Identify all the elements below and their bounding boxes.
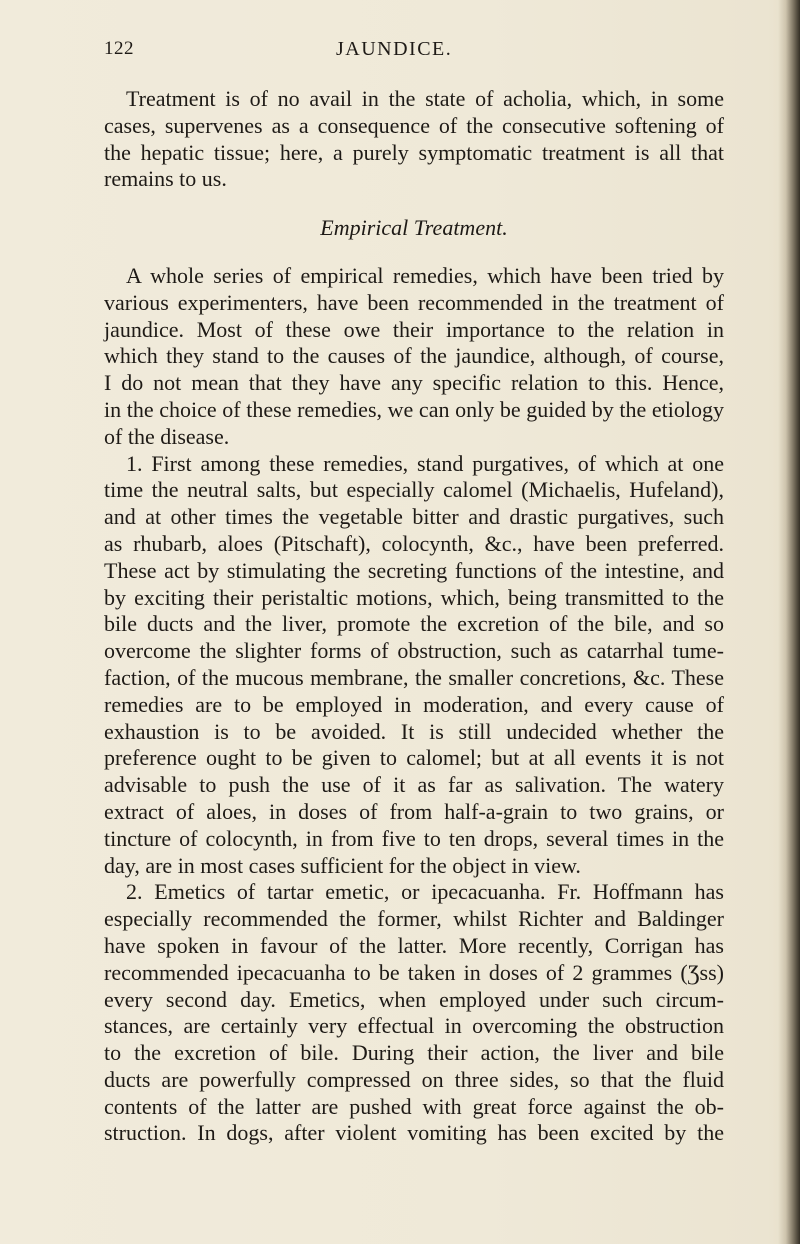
text-line: struction. In dogs, after violent vomiting has been excited by the	[104, 1120, 724, 1146]
running-title: JAUNDICE.	[336, 38, 453, 60]
paragraph-empirical-remedies	[104, 263, 724, 451]
text-line: cases, supervenes as a consequence of the consecutive softening of	[104, 112, 724, 138]
text-line: advisable to push the use of it as far as salivation. The watery	[104, 772, 724, 798]
page-text	[104, 86, 724, 1147]
text-line: the hepatic tissue; here, a purely symptomatic treatment is all that	[104, 139, 724, 165]
text-line: which they stand to the causes of the jaundice, although, of course,	[104, 343, 724, 369]
text-line: preference ought to be given to calomel; but at all events it is not	[104, 745, 724, 771]
paragraph-acholia	[104, 86, 724, 193]
text-line: remedies are to be employed in moderation, and every cause of	[104, 691, 724, 717]
section-heading: Empirical Treatment.	[320, 215, 508, 241]
text-line: 1. First among these remedies, stand purgatives, of which at one	[126, 450, 724, 476]
text-line: A whole series of empirical remedies, which have been tried by	[126, 262, 724, 288]
text-line: contents of the latter are pushed with great force against the ob-	[104, 1093, 724, 1119]
text-line: have spoken in favour of the latter. More recently, Corrigan has	[104, 932, 724, 958]
text-line: These act by stimulating the secreting functions of the intestine, and	[104, 557, 724, 583]
text-line: time the neutral salts, but especially calomel (Michaelis, Hufeland),	[104, 477, 724, 503]
text-line: every second day. Emetics, when employed under such circum-	[104, 986, 724, 1012]
running-head	[104, 36, 744, 66]
text-line: Treatment is of no avail in the state of acholia, which, in some	[126, 86, 724, 111]
text-line: tincture of colocynth, in from five to ten drops, several times in the	[104, 825, 724, 851]
text-line: stances, are certainly very effectual in overcoming the obstruction	[104, 1013, 724, 1039]
text-line: recommended ipecacuanha to be taken in doses of 2 grammes (Ʒss)	[104, 959, 724, 985]
text-line: in the choice of these remedies, we can only be guided by the etiology	[104, 396, 724, 422]
text-line: especially recommended the former, whilst Richter and Baldinger	[104, 906, 724, 932]
text-line: to the excretion of bile. During their action, the liver and bile	[104, 1040, 724, 1066]
text-line: extract of aloes, in doses of from half-a-grain to two grains, or	[104, 798, 724, 824]
text-line: 2. Emetics of tartar emetic, or ipecacuanha. Fr. Hoffmann has	[126, 879, 724, 905]
text-line: jaundice. Most of these owe their importance to the relation in	[104, 316, 724, 342]
text-line: by exciting their peristaltic motions, which, being transmitted to the	[104, 584, 724, 610]
paragraph-emetics	[104, 879, 724, 1147]
paragraph-purgatives	[104, 451, 724, 880]
text-line: I do not mean that they have any specific relation to this. Hence,	[104, 370, 724, 396]
text-line: of the disease.	[104, 423, 230, 449]
text-line: day, are in most cases sufficient for the object in view.	[104, 852, 581, 878]
text-line: as rhubarb, aloes (Pitschaft), colocynth, &c., have been preferred.	[104, 530, 724, 556]
text-line: exhaustion is to be avoided. It is still undecided whether the	[104, 718, 724, 744]
text-line: remains to us.	[104, 166, 227, 192]
text-line: bile ducts and the liver, promote the excretion of the bile, and so	[104, 611, 724, 637]
text-line: overcome the slighter forms of obstruction, such as catarrhal tume-	[104, 638, 724, 664]
text-line: various experimenters, have been recommended in the treatment of	[104, 289, 724, 315]
page-binding-shadow	[778, 0, 800, 1244]
page-number: 122	[104, 38, 134, 59]
text-line: and at other times the vegetable bitter and drastic purgatives, such	[104, 504, 724, 530]
text-line: ducts are powerfully compressed on three sides, so that the fluid	[104, 1066, 724, 1092]
text-line: faction, of the mucous membrane, the smaller concretions, &c. These	[104, 664, 724, 690]
